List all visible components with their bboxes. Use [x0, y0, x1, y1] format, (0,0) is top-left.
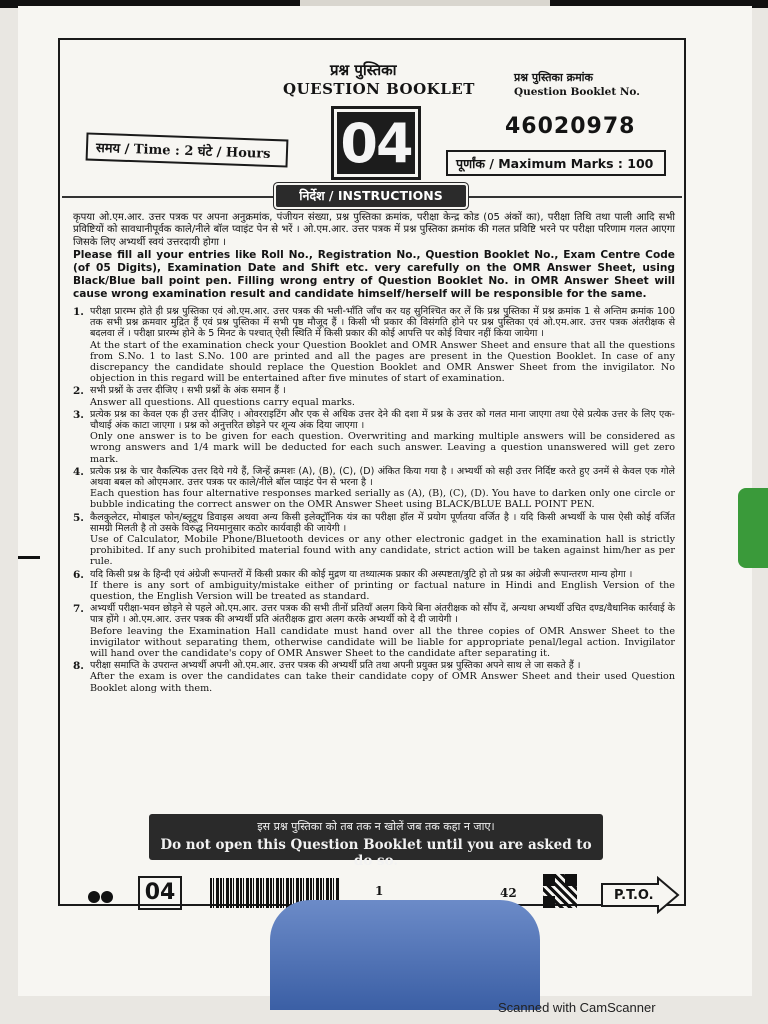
instruction-item — [73, 466, 675, 511]
booklet-title-hindi: प्रश्न पुस्तिका — [330, 61, 397, 79]
margin-tick — [18, 556, 40, 559]
item-text-hindi: परीक्षा समाप्ति के उपरान्त अभ्यर्थी अपनी ओ.एम.आर. उत्तर पत्रक की अभ्यर्थी प्रति तथा अपनी प्रयुक्त प्रश्न पुस्तिका अपने साथ ले जा सकते हैं । — [90, 660, 581, 672]
notice-hindi: इस प्रश्न पुस्तिका को तब तक न खोलें जब तक कहा न जाए। — [257, 820, 495, 833]
instruction-item — [73, 660, 675, 694]
instruction-item — [73, 569, 675, 603]
page-count: 42 — [500, 886, 517, 900]
intro-english: Please fill all your entries like Roll No., Registration No., Question Booklet No., Exam Centre Code (of 05 Digits), Examination Date and Shift etc. very carefully on the OMR Answer Sheet, using Black/Blue ball point pen. Filling wrong entry of Question Booklet No. in OMR Answer Sheet will cause wrong examination result and candidate himself/herself will be responsible for the same. — [73, 248, 675, 300]
item-text-hindi: यदि किसी प्रश्न के हिन्दी एवं अंग्रेजी रूपान्तरों में किसी प्रकार की कोई मुद्रण या तथ्यात्मक प्रकार की अस्पष्टता/त्रुटि हो तो प्रश्न का अंग्रेजी रूपान्तरण मान्य होगा । — [90, 568, 633, 580]
instruction-item — [73, 409, 675, 465]
pto-arrow — [600, 876, 680, 914]
item-text-english: Only one answer is to be given for each question. Overwriting and marking multiple answers will be considered as wrong answers and 1/4 mark will be deducted for each such answer. Leaving a question unanswered will get zero mark. — [90, 431, 675, 465]
registration-dots-icon — [88, 888, 118, 902]
instruction-item — [73, 603, 675, 659]
item-text-hindi: अभ्यर्थी परीक्षा-भवन छोड़ने से पहले ओ.एम.आर. उत्तर पत्रक की सभी तीनों प्रतियाँ अलग किये बिना अंतरीक्षक को सौंप दें, अन्यथा अभ्यर्थी उचित दण्ड/वैधानिक कार्रवाई के पात्र होंगे । ओ.एम.आर. उत्तर पत्रक की अभ्यर्थी प्रति अंतरीक्षक द्वारा अलग करके अभ्यर्थी को दे दी जायेगी । — [90, 603, 675, 626]
page-number: 1 — [375, 884, 384, 898]
footer-series-code: 04 — [138, 876, 182, 910]
item-text-hindi: प्रत्येक प्रश्न का केवल एक ही उत्तर दीजिए । ओवरराइटिंग और एक से अधिक उत्तर देने की दशा में प्रश्न के उत्तर को गलत माना जाएगा तथा ऐसे प्रत्येक उत्तर के लिए एक-चौथाई अंक काटा जाएगा । प्रश्न को अनुत्तरित छोड़ने पर शून्य अंक दिया जाएगा । — [90, 408, 675, 431]
booklet-number-label-hindi: प्रश्न पुस्तिका क्रमांक — [514, 71, 593, 84]
qr-code-icon — [543, 874, 577, 908]
instruction-item — [73, 385, 675, 407]
booklet-number-label-english: Question Booklet No. — [514, 86, 640, 98]
item-text-hindi: प्रत्येक प्रश्न के चार वैकल्पिक उत्तर दिये गये हैं, जिन्हें क्रमशः (A), (B), (C), (D) अंकित किया गया है । अभ्यर्थी को सही उत्तर निर्दिष्ट करते हुए उनमें से केवल एक गोले अथवा बबल को ओएमआर. उत्तर पत्रक पर काले/नीले बॉल प्वाइंट पेन से भरना है । — [90, 465, 675, 488]
instruction-item — [73, 306, 675, 384]
series-code: 04 — [340, 111, 412, 175]
item-text-english: Before leaving the Examination Hall candidate must hand over all the three copies of OMR Answer Sheet to the invigilator without separating them, otherwise candidate will be liable for appropriate penal/legal action. Invigilator will hand over the candidate's copy of OMR Answer Sheet to the candidate after separating it. — [90, 625, 675, 659]
max-marks-label: पूर्णांक / Maximum Marks : 100 — [456, 156, 654, 171]
time-label: समय / Time : 2 घंटे / Hours — [95, 140, 271, 162]
item-text-hindi: कैलकुलेटर, मोबाइल फोन/ब्लूटूथ डिवाइस अथवा अन्य किसी इलेक्ट्रॉनिक यंत्र का परीक्षा हॉल में प्रयोग पूर्णतया वर्जित है । यदि किसी अभ्यर्थी के पास ऐसी कोई वर्जित सामग्री मिलती है तो उसके विरुद्ध नियमानुसार कठोर कार्यवाही की जायेगी । — [90, 511, 675, 534]
intro-hindi: कृपया ओ.एम.आर. उत्तर पत्रक पर अपना अनुक्रमांक, पंजीयन संख्या, प्रश्न पुस्तिका क्रमांक, परीक्षा केन्द्र कोड (05 अंकों का), परीक्षा तिथि तथा पाली आदि सभी प्रविष्टियों को सावधानीपूर्वक काले/नीले बॉल प्वाइंट पेन से भरें । ओ.एम.आर. उत्तर पत्रक में प्रश्न पुस्तिका क्रमांक की गलत प्रविष्टि भरने पर परीक्षा परिणाम गलत आएगा जिसके लिए अभ्यर्थी स्वयं उत्तरदायी होगा । — [73, 212, 675, 248]
instructions-heading: निर्देश / INSTRUCTIONS — [276, 185, 466, 207]
notice-english: Do not open this Question Booklet until you are asked to do so. — [160, 837, 592, 869]
series-code-box — [331, 106, 421, 180]
item-text-english: Answer all questions. All questions carry equal marks. — [90, 396, 355, 408]
instructions-body — [73, 212, 675, 694]
item-text-english: If there is any sort of ambiguity/mistake either of printing or factual nature in Hindi and English Version of the question, the English Version will be treated as standard. — [90, 579, 675, 602]
item-text-hindi: परीक्षा प्रारम्भ होते ही प्रश्न पुस्तिका एवं ओ.एम.आर. उत्तर पत्रक की भली-भाँति जाँच कर यह सुनिश्चित कर लें कि प्रश्न पुस्तिका में प्रश्न क्रमांक 1 से अन्तिम क्रमांक 100 तक सभी प्रश्न क्रमवार मुद्रित हैं एवं प्रश्न पुस्तिका में सभी पृष्ठ मौजूद हैं । किसी भी प्रकार की विसंगति होने पर प्रश्न पुस्तिका एवं ओ.एम.आर. उत्तर पत्रक अंतरीक्षक से बदलवा लें । परीक्षा प्रारम्भ होने के 5 मिनट के पश्चात् ऐसी स्थिति में किसी प्रकार की कोई आपत्ति पर कोई विचार नहीं किया जायेगा । — [90, 305, 675, 340]
instruction-item — [73, 512, 675, 568]
item-number: 5. — [73, 511, 84, 524]
item-number: 8. — [73, 660, 84, 673]
item-number: 6. — [73, 568, 84, 581]
scanner-watermark: Scanned with CamScanner — [498, 1000, 656, 1015]
item-text-english: Use of Calculator, Mobile Phone/Bluetooth devices or any other electronic gadget in the examination hall is strictly prohibited. If any such prohibited material found with any candidate, strict action will be taken against him/her as per rule. — [90, 533, 675, 568]
item-text-hindi: सभी प्रश्नों के उत्तर दीजिए । सभी प्रश्नों के अंक समान हैं । — [90, 385, 286, 397]
item-number: 4. — [73, 465, 84, 478]
item-text-english: After the exam is over the candidates can take their candidate copy of OMR Answer Sheet and their used Question Booklet along with them. — [90, 671, 675, 694]
booklet-number: 46020978 — [505, 114, 636, 139]
pto-label: P.T.O. — [614, 888, 654, 903]
item-text-english: Each question has four alternative responses marked serially as (A), (B), (C), (D). You have to darken only one circle or bubble indicating the correct answer on the OMR Answer Sheet using BLACK/BLUE BALL POINT PEN. — [90, 488, 675, 511]
item-number: 3. — [73, 408, 84, 421]
green-stamp-icon — [738, 488, 768, 568]
thumb-shadow — [270, 900, 540, 1010]
max-marks-box — [446, 150, 666, 176]
item-number: 7. — [73, 603, 84, 616]
item-number: 1. — [73, 305, 84, 318]
do-not-open-notice — [149, 814, 603, 869]
item-text-english: At the start of the examination check your Question Booklet and OMR Answer Sheet and ensure that all the questions from S.No. 1 to last S.No. 100 are printed and all the pages are present in the Question Booklet. In case of any discrepancy the candidate should replace the Question Booklet and OMR Answer Sheet from the invigilator. No objection in this regard will be entertained after five minutes of start of examination. — [90, 339, 675, 385]
booklet-title-english: QUESTION BOOKLET — [283, 80, 475, 98]
item-number: 2. — [73, 385, 84, 398]
